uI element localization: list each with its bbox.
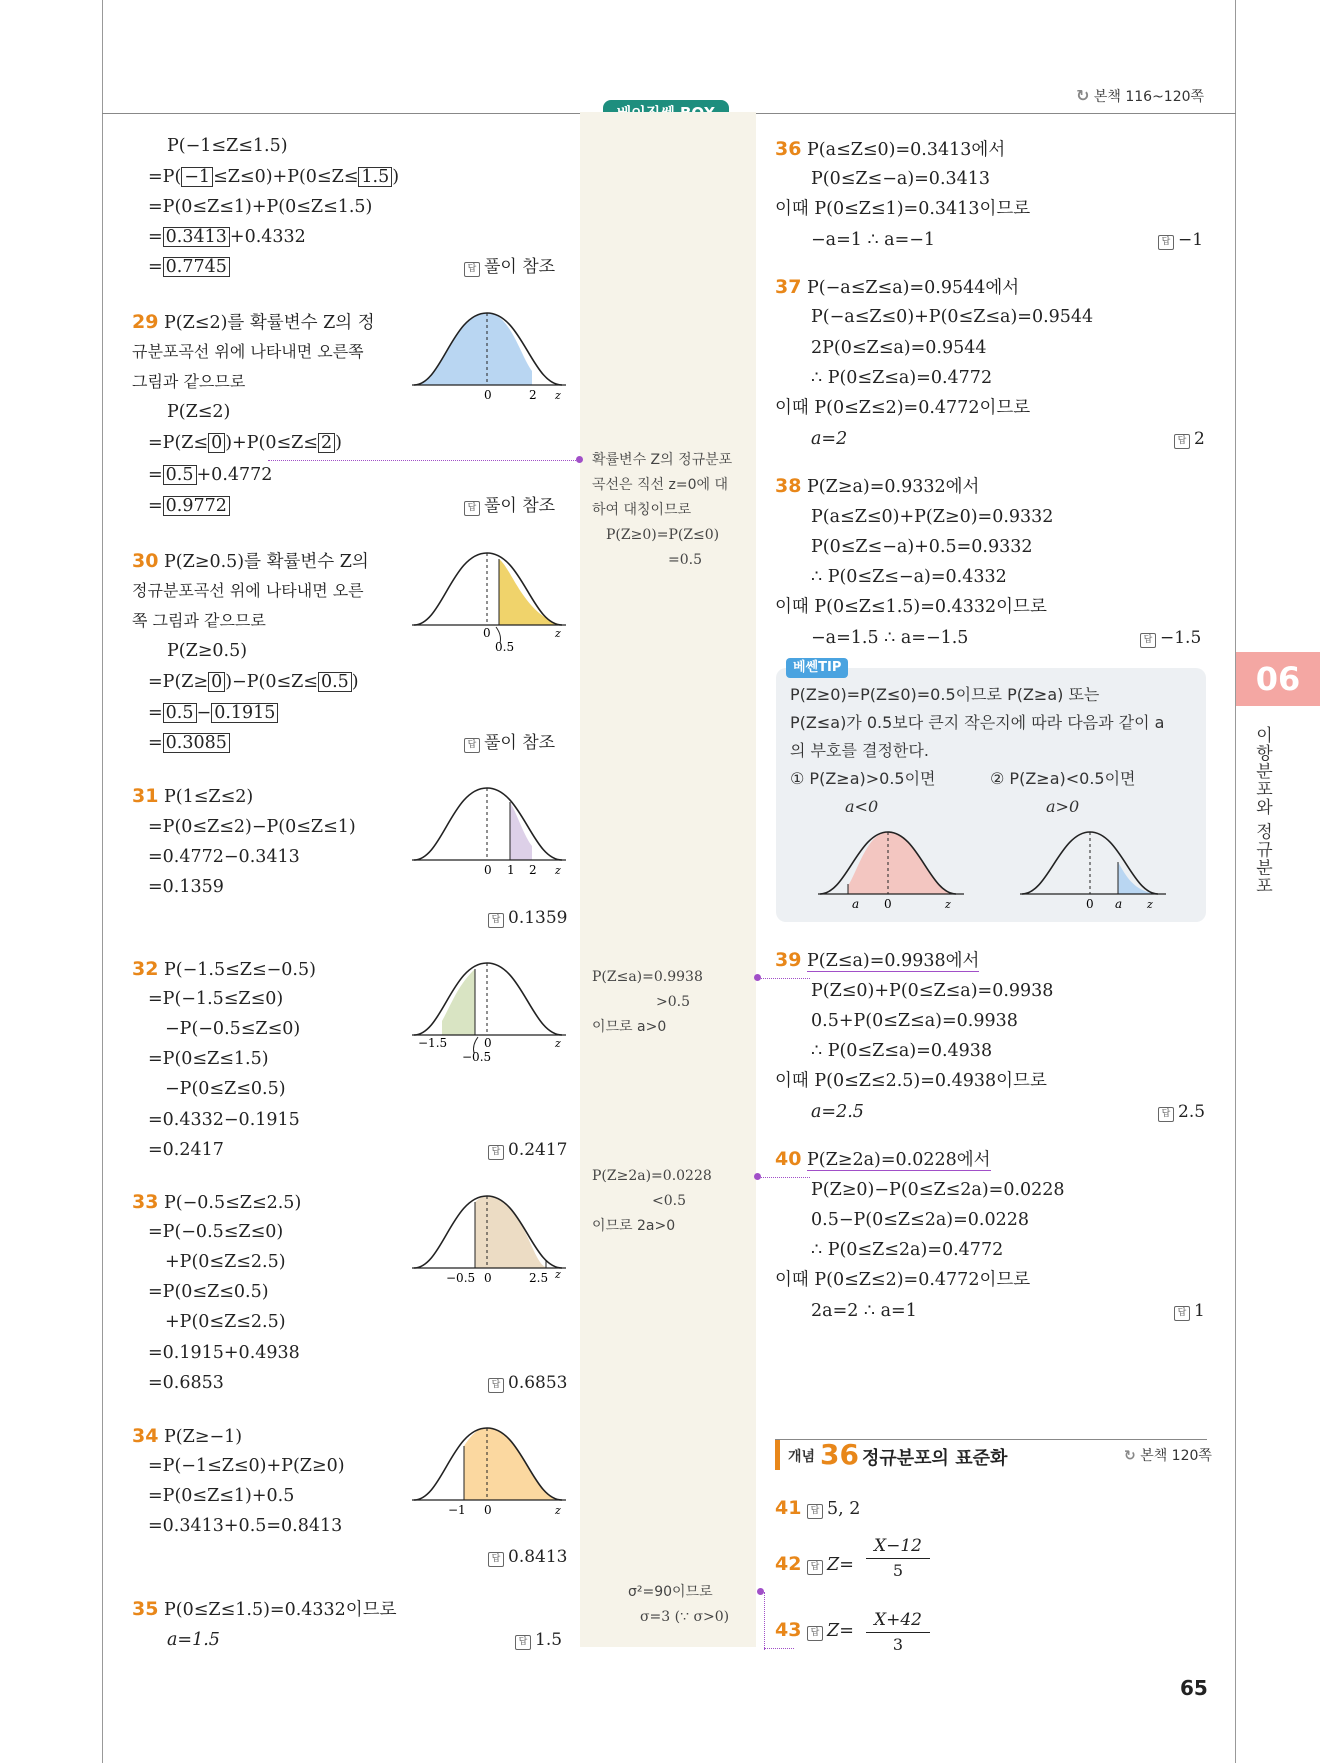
line: =P(−1≤Z≤0)+P(Z≥0): [148, 1456, 345, 1476]
line: =P(0≤Z≤1.5): [148, 1049, 269, 1069]
line: 33 P(−0.5≤Z≤2.5): [132, 1191, 302, 1213]
line: 30 P(Z≥0.5)를 확률변수 Z의: [132, 550, 369, 572]
svg-text:a: a: [1115, 897, 1123, 911]
page-margin-right: [1235, 0, 1236, 1763]
line: +P(0≤Z≤2.5): [165, 1252, 286, 1272]
tip-graph-1: [818, 822, 968, 912]
graph-32-label: z: [555, 1037, 561, 1050]
answer-32: 답 0.2417: [488, 1138, 567, 1162]
answer-34: 답 0.8413: [488, 1545, 567, 1569]
graph-32-curve: [414, 963, 562, 1035]
line: 2a=2 ∴ a=1: [811, 1301, 917, 1321]
page-margin-left: [102, 0, 103, 1763]
graph-32: [412, 955, 568, 1067]
line: P(Z≤0)+P(0≤Z≤a)=0.9938: [811, 981, 1054, 1001]
line: =P(0≤Z≤0.5): [148, 1282, 269, 1302]
line: P(0≤Z≤−a)+0.5=0.9332: [811, 537, 1033, 557]
tip-case-2: ② P(Z≥a)<0.5이면: [990, 769, 1136, 788]
line: =0.3413+0.5=0.8413: [148, 1516, 343, 1536]
line: =P( −1 ≤Z≤0)+P(0≤Z≤ 1.5 ): [148, 167, 400, 187]
tip-case-1: ① P(Z≥a)>0.5이면: [790, 769, 936, 788]
refresh-arrow-icon: ↻: [1124, 1448, 1136, 1464]
basic-box-column: [580, 112, 756, 1647]
line: −P(−0.5≤Z≤0): [165, 1019, 301, 1039]
line: = 0.5 +0.4772: [148, 465, 273, 485]
answer-39: 답 2.5: [1158, 1100, 1205, 1124]
line: ∴ P(0≤Z≤2a)=0.4772: [811, 1240, 1004, 1260]
line: 규분포곡선 위에 나타내면 오른쪽: [132, 342, 364, 361]
tip-line: 의 부호를 결정한다.: [790, 741, 929, 760]
graph-33-label: −0.5: [446, 1271, 476, 1285]
answer-40: 답 1: [1174, 1299, 1205, 1323]
graph-34-label: z: [555, 1504, 561, 1517]
graph-32-label: −1.5: [418, 1036, 448, 1050]
line: 0.5+P(0≤Z≤a)=0.9938: [811, 1011, 1018, 1031]
concept-ref: ↻ 본책 120쪽: [1124, 1448, 1212, 1464]
svg-text:z: z: [945, 898, 951, 911]
answer-icon: 답: [464, 262, 480, 277]
line: P(a≤Z≤0)+P(Z≥0)=0.9332: [811, 507, 1054, 527]
line: 41 답 5, 2: [775, 1497, 861, 1519]
graph-30-label: 0.5: [495, 640, 515, 654]
line: P(−1≤Z≤1.5): [167, 136, 288, 156]
line: ∴ P(0≤Z≤a)=0.4772: [811, 368, 993, 388]
graph-31-label: 0: [484, 863, 492, 877]
chapter-title: 이항분포와 정규분포: [1252, 726, 1272, 895]
line: =P(0≤Z≤1)+0.5: [148, 1486, 295, 1506]
tip-badge: 베쎈TIP: [786, 658, 848, 678]
fraction-numerator: X+42: [874, 1610, 922, 1630]
svg-text:0: 0: [884, 897, 892, 911]
line: 이때 P(0≤Z≤2)=0.4772이므로: [775, 398, 1031, 418]
graph-33-label: 0: [484, 1271, 492, 1285]
line: 정규분포곡선 위에 나타내면 오른: [132, 581, 364, 600]
line: 이때 P(0≤Z≤2)=0.4772이므로: [775, 1270, 1031, 1290]
line: P(Z≥0)−P(0≤Z≤2a)=0.0228: [811, 1180, 1065, 1200]
line: 37 P(−a≤Z≤a)=0.9544에서: [775, 276, 1020, 298]
graph-30-label: z: [555, 627, 561, 640]
graph-34-label: 0: [484, 1503, 492, 1517]
answer-33: 답 0.6853: [488, 1371, 567, 1395]
graph-34-label: −1: [448, 1503, 466, 1517]
graph-31-shade: [510, 802, 532, 860]
line: = 0.7745: [148, 255, 230, 279]
line: = 0.5 − 0.1915: [148, 701, 278, 725]
line: 31 P(1≤Z≤2): [132, 785, 254, 807]
answer-35: 답 1.5: [515, 1628, 562, 1652]
line: 35 P(0≤Z≤1.5)=0.4332이므로: [132, 1598, 397, 1620]
answer-28: 답 풀이 참조: [464, 255, 555, 279]
line: 39 P(Z≤a)=0.9938에서: [775, 949, 980, 971]
tip-case-1-result: a<0: [845, 797, 879, 816]
line: +P(0≤Z≤2.5): [165, 1312, 286, 1332]
graph-31-curve: [414, 788, 562, 860]
line: 쪽 그림과 같으므로: [132, 611, 266, 630]
line: =0.1359: [148, 877, 224, 897]
line: = 0.3413 +0.4332: [148, 227, 306, 247]
graph-29-label: 0: [484, 388, 492, 402]
header-ref: [1076, 86, 1204, 106]
line: a=1.5: [167, 1630, 220, 1650]
line: a=2: [811, 429, 848, 449]
graph-32-label: 0: [484, 1036, 492, 1050]
line: P(Z≤2): [167, 402, 231, 422]
line: =0.4772−0.3413: [148, 847, 300, 867]
line: P(0≤Z≤−a)=0.3413: [811, 169, 991, 189]
svg-text:0: 0: [1086, 897, 1094, 911]
graph-29-label: 2: [529, 388, 537, 402]
answer-30: 답 풀이 참조: [464, 731, 555, 755]
line: 그림과 같으므로: [132, 372, 246, 391]
answer-29: 답 풀이 참조: [464, 494, 555, 518]
graph-33-label: z: [555, 1268, 561, 1281]
line: ∴ P(0≤Z≤−a)=0.4332: [811, 567, 1007, 587]
concept-tag: 개념: [788, 1449, 816, 1465]
graph-29-label: z: [555, 389, 561, 402]
line: 29 P(Z≤2)를 확률변수 Z의 정: [132, 311, 375, 333]
graph-30-label: 0: [483, 626, 491, 640]
answer-31: 답 0.1359: [488, 906, 567, 930]
line: =0.1915+0.4938: [148, 1343, 300, 1363]
graph-33-shade: [475, 1196, 546, 1268]
line: −a=1.5 ∴ a=−1.5: [811, 628, 969, 648]
line: =0.2417: [148, 1140, 224, 1160]
line: 36 P(a≤Z≤0)=0.3413에서: [775, 138, 1006, 160]
tip-graph-2: [1020, 822, 1170, 912]
header-ref-text: 본책 116~120쪽: [1093, 89, 1205, 105]
line: =P(−1.5≤Z≤0): [148, 989, 284, 1009]
line: =P(0≤Z≤2)−P(0≤Z≤1): [148, 817, 356, 837]
line: ∴ P(0≤Z≤a)=0.4938: [811, 1041, 993, 1061]
line: P(Z≥0.5): [167, 641, 248, 661]
graph-32-label: −0.5: [462, 1050, 492, 1064]
line: 43 답 Z=: [775, 1619, 854, 1641]
graph-34-shade: [464, 1428, 562, 1500]
concept-number: 36: [820, 1438, 859, 1471]
chapter-tab: 06: [1236, 652, 1320, 706]
line: = 0.3085: [148, 731, 230, 755]
line: 38 P(Z≥a)=0.9332에서: [775, 475, 980, 497]
line: 0.5−P(0≤Z≤2a)=0.0228: [811, 1210, 1030, 1230]
line: =0.6853: [148, 1373, 224, 1393]
line: = 0.9772: [148, 494, 230, 518]
line: =P(0≤Z≤1)+P(0≤Z≤1.5): [148, 197, 373, 217]
graph-31-label: z: [555, 864, 561, 877]
line: −P(0≤Z≤0.5): [165, 1079, 286, 1099]
line: 40 P(Z≥2a)=0.0228에서: [775, 1148, 991, 1170]
line: 이때 P(0≤Z≤2.5)=0.4938이므로: [775, 1071, 1047, 1091]
answer-37: 답 2: [1174, 427, 1205, 451]
graph-31-label: 2: [529, 863, 537, 877]
graph-31: [412, 780, 568, 880]
line: =0.4332−0.1915: [148, 1110, 300, 1130]
line: −a=1 ∴ a=−1: [811, 230, 936, 250]
line: P(−a≤Z≤0)+P(0≤Z≤a)=0.9544: [811, 307, 1094, 327]
answer-36: 답 −1: [1158, 228, 1203, 252]
graph-31-label: 1: [507, 863, 515, 877]
line: 42 답 Z=: [775, 1553, 854, 1575]
concept-title: 정규분포의 표준화: [862, 1448, 1008, 1469]
graph-33-label: 2.5: [529, 1271, 549, 1285]
line: a=2.5: [811, 1102, 864, 1122]
answer-38: 답 −1.5: [1140, 626, 1201, 650]
line: 32 P(−1.5≤Z≤−0.5): [132, 958, 316, 980]
page-number: 65: [1180, 1676, 1208, 1700]
tip-line: P(Z≥0)=P(Z≤0)=0.5이므로 P(Z≥a) 또는: [790, 685, 1100, 704]
line: 이때 P(0≤Z≤1)=0.3413이므로: [775, 199, 1031, 219]
line: 34 P(Z≥−1): [132, 1425, 243, 1447]
fraction-numerator: X−12: [874, 1536, 922, 1556]
graph-33: [412, 1188, 568, 1288]
graph-29: [412, 305, 568, 405]
line: 이때 P(0≤Z≤1.5)=0.4332이므로: [775, 597, 1047, 617]
svg-text:z: z: [1147, 898, 1153, 911]
refresh-arrow-icon: ↻: [1076, 86, 1090, 105]
line: =P(Z≥ 0 )−P(0≤Z≤ 0.5 ): [148, 672, 359, 692]
tip-case-2-result: a>0: [1046, 797, 1080, 816]
graph-34: [412, 1420, 568, 1520]
tip-line: P(Z≤a)가 0.5보다 큰지 작은지에 따라 다음과 같이 a: [790, 713, 1165, 732]
svg-text:a: a: [852, 897, 860, 911]
fraction-denominator: 3: [892, 1635, 904, 1654]
line: =P(−0.5≤Z≤0): [148, 1222, 284, 1242]
fraction-denominator: 5: [892, 1561, 904, 1580]
line: 2P(0≤Z≤a)=0.9544: [811, 338, 987, 358]
graph-30-shade: [499, 559, 562, 625]
line: =P(Z≤ 0 )+P(0≤Z≤ 2 ): [148, 433, 342, 453]
graph-30: [412, 545, 568, 657]
